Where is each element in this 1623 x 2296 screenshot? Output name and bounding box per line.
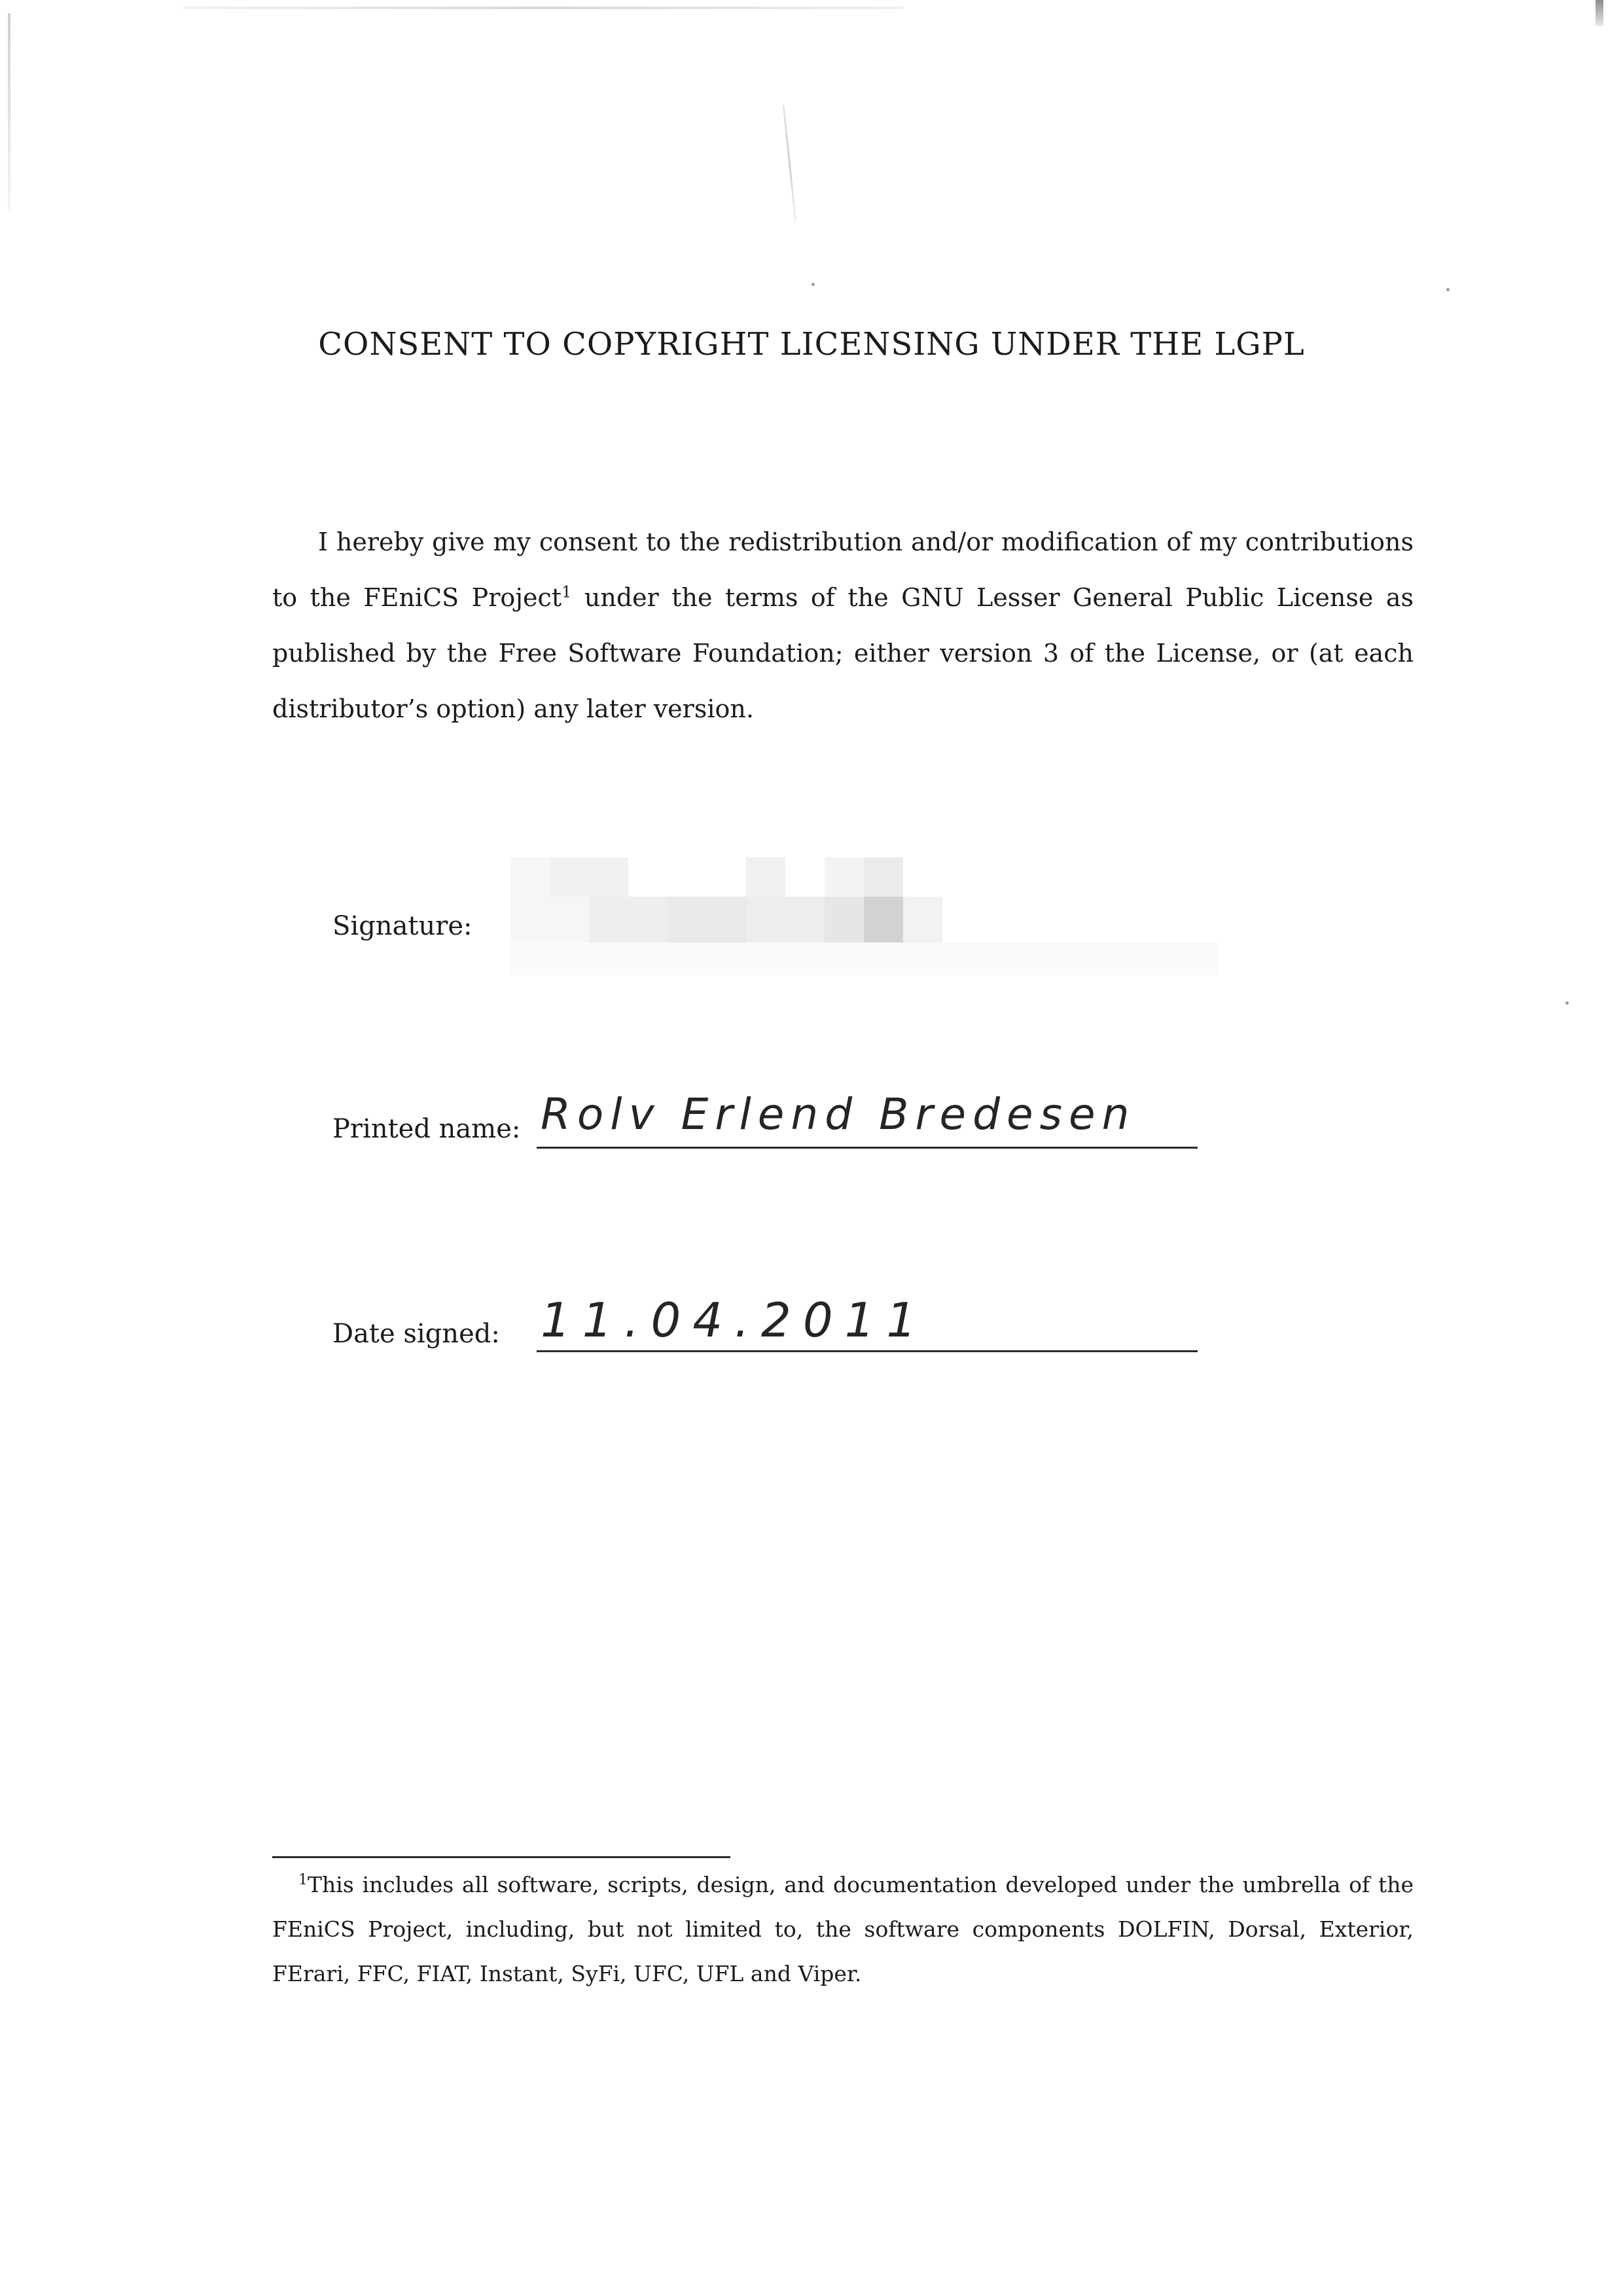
footnote [272,1863,1414,1996]
printed-name-handwritten: Rolv Erlend Bredesen [541,1089,1136,1139]
footnote-mark: 1 [298,1872,308,1888]
scan-corner-shadow [1596,0,1603,26]
footnote-text: This includes all software, scripts, design, and documentation developed under the umbrella of the FEniCS Project, including, but not limited to, the software components DOLFIN, Dorsal, Exterior, FErari, FFC, FIAT, Instant, SyFi, UFC, UFL and Viper. [272,1872,1414,1986]
scan-speck [1446,288,1450,291]
printed-name-line [537,1147,1198,1149]
consent-text-part2: under the terms of the GNU Lesser General Public License as published by the Free Software Foundation; either version 3 of the License, or (at each distributor’s option) any later version. [272,583,1414,723]
scan-edge-shadow-top [183,7,903,9]
document-title: CONSENT TO COPYRIGHT LICENSING UNDER THE LGPL [318,326,1305,363]
footnote-rule [272,1856,730,1858]
date-signed-label: Date signed: [332,1319,500,1349]
consent-text-part1: I hereby give my consent to the redistribution and/or modification of my contributions to the FEniCS Project [272,528,1414,612]
printed-name-label: Printed name: [332,1114,521,1144]
date-signed-handwritten: 11.04.2011 [541,1293,929,1348]
scan-speck [812,283,815,286]
signature-label: Signature: [332,911,473,941]
paper-fold-mark [783,105,797,222]
date-signed-line [537,1350,1198,1352]
footnote-reference: 1 [562,583,572,601]
scan-edge-shadow [8,13,10,209]
signature-redacted [510,857,1217,975]
scan-speck [1565,1001,1569,1005]
consent-paragraph [272,514,1414,737]
